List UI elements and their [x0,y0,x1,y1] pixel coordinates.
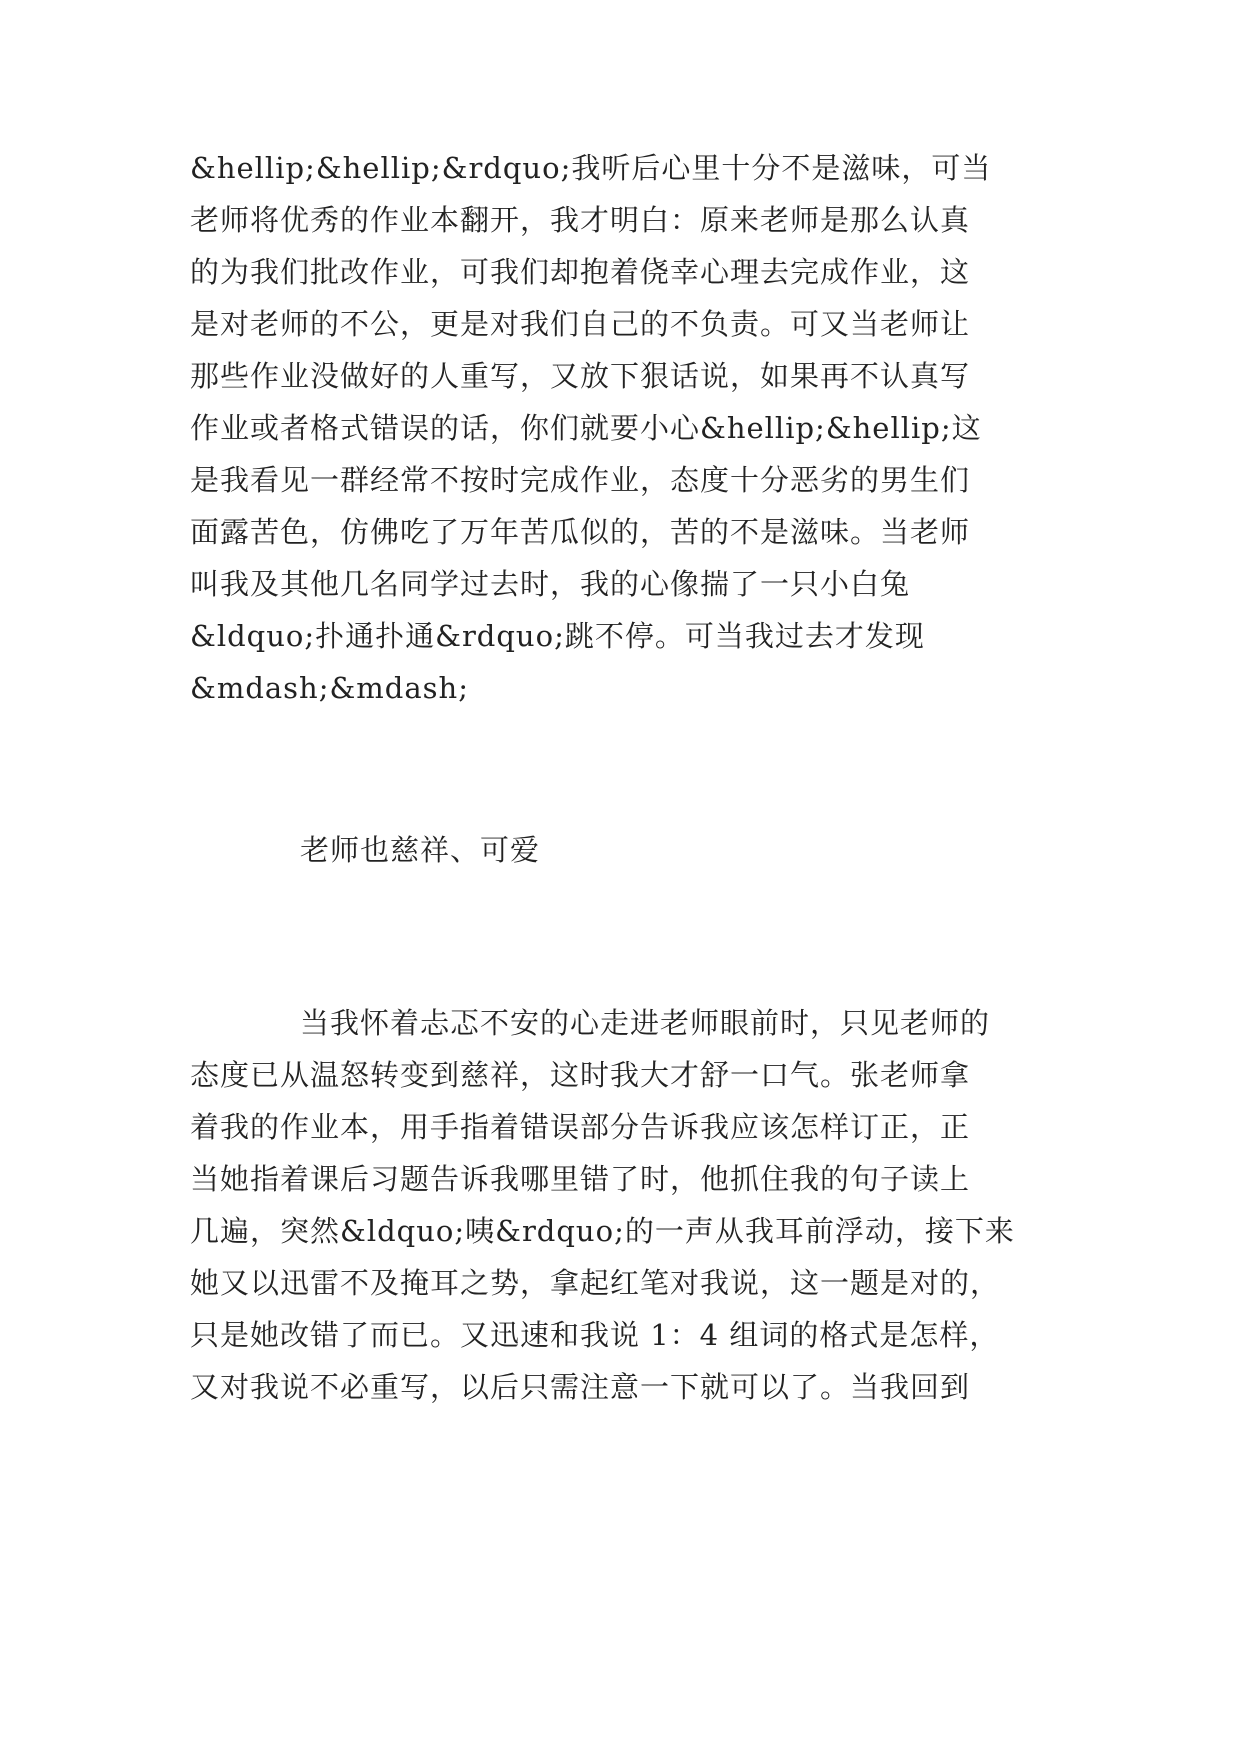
paragraph-2-line-5: 几遍，突然&ldquo;咦&rdquo;的一声从我耳前浮动，接下来 [190,1214,1015,1248]
paragraph-1-line-5: 那些作业没做好的人重写，又放下狠话说，如果再不认真写 [190,359,971,393]
paragraph-2-line-3: 着我的作业本，用手指着错误部分告诉我应该怎样订正，正 [190,1110,971,1144]
paragraph-1-line-4: 是对老师的不公，更是对我们自己的不负责。可又当老师让 [190,307,971,341]
paragraph-2-line-8: 又对我说不必重写，以后只需注意一下就可以了。当我回到 [190,1370,971,1404]
paragraph-1-line-2: 老师将优秀的作业本翻开，我才明白：原来老师是那么认真 [190,203,971,237]
paragraph-2-line-7: 只是她改错了而已。又迅速和我说 1：4 组词的格式是怎样， [190,1318,1000,1352]
paragraph-2-line-6: 她又以迅雷不及掩耳之势，拿起红笔对我说，这一题是对的， [190,1266,1001,1300]
paragraph-2-line-1: 当我怀着忐忑不安的心走进老师眼前时，只见老师的 [300,1006,991,1040]
paragraph-1-line-8: 面露苦色，仿佛吃了万年苦瓜似的，苦的不是滋味。当老师 [190,515,971,549]
section-title: 老师也慈祥、可爱 [300,833,541,867]
paragraph-1-line-9: 叫我及其他几名同学过去时，我的心像揣了一只小白兔 [190,567,911,601]
paragraph-1-line-10: &ldquo;扑通扑通&rdquo;跳不停。可当我过去才发现 [190,619,925,653]
paragraph-1-line-1: &hellip;&hellip;&rdquo;我听后心里十分不是滋味，可当 [190,151,992,185]
paragraph-1-line-11: &mdash;&mdash; [190,671,469,705]
paragraph-2-line-4: 当她指着课后习题告诉我哪里错了时，他抓住我的句子读上 [190,1162,971,1196]
paragraph-1-line-6: 作业或者格式错误的话，你们就要小心&hellip;&hellip;这 [190,411,982,445]
paragraph-1-line-3: 的为我们批改作业，可我们却抱着侥幸心理去完成作业，这 [190,255,971,289]
paragraph-1-line-7: 是我看见一群经常不按时完成作业，态度十分恶劣的男生们 [190,463,971,497]
paragraph-2-line-2: 态度已从温怒转变到慈祥，这时我大才舒一口气。张老师拿 [190,1058,971,1092]
